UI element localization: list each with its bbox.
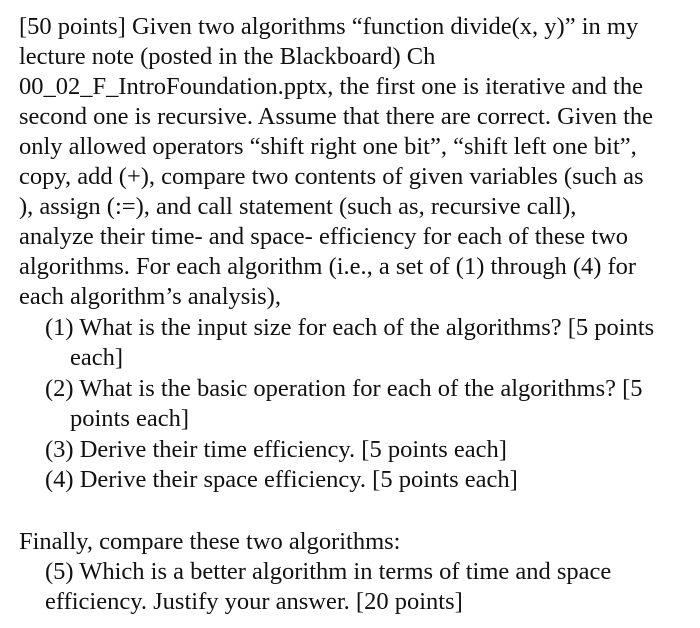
intro-line-2: lecture note (posted in the Blackboard) Ch	[19, 43, 436, 70]
intro-line-3: 00_02_F_IntroFoundation.pptx, the first one is iterative and the	[19, 73, 643, 100]
intro-line-10: each algorithm’s analysis),	[19, 283, 281, 310]
intro-line-1: [50 points] Given two algorithms “function divide(x, y)” in my	[19, 13, 639, 40]
item-4-line-1: (4) Derive their space efficiency. [5 points each]	[45, 466, 518, 493]
item-5-line-1: (5) Which is a better algorithm in terms of time and space	[45, 558, 612, 585]
item-2-line-2: points each]	[70, 405, 190, 432]
item-2-line-1: (2) What is the basic operation for each of the algorithms? [5	[45, 375, 643, 402]
intro-line-6: copy, add (+), compare two contents of given variables (such as	[19, 163, 644, 190]
intro-line-9: algorithms. For each algorithm (i.e., a set of (1) through (4) for	[19, 253, 637, 280]
intro-line-4: second one is recursive. Assume that there are correct. Given the	[19, 103, 654, 130]
intro-line-5: only allowed operators “shift right one bit”, “shift left one bit”,	[19, 133, 637, 160]
intro-line-7: ), assign (:=), and call statement (such as, recursive call),	[19, 193, 577, 220]
intro-line-8: analyze their time- and space- efficiency for each of these two	[19, 223, 629, 250]
item-1-line-1: (1) What is the input size for each of the algorithms? [5 points	[45, 314, 655, 341]
item-3-line-1: (3) Derive their time efficiency. [5 points each]	[45, 436, 507, 463]
item-5-line-2: efficiency. Justify your answer. [20 points]	[45, 588, 463, 615]
final-heading: Finally, compare these two algorithms:	[19, 528, 401, 555]
item-1-line-2: each]	[70, 344, 124, 371]
